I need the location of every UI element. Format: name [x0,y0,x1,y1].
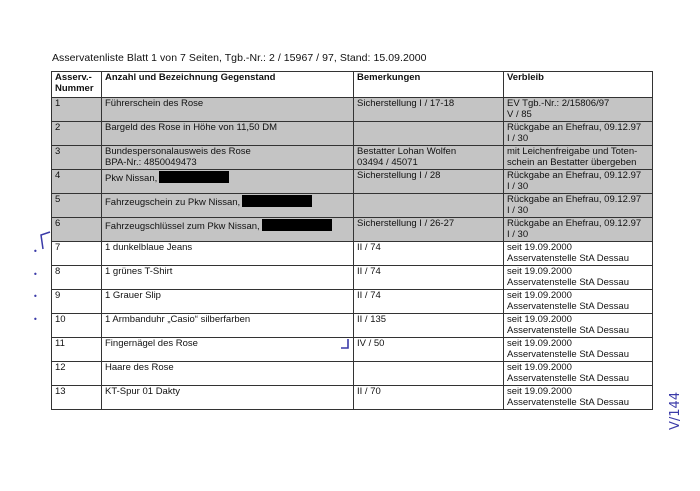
col-header-location: Verbleib [504,72,653,98]
cell-item [102,314,354,338]
table-row [52,266,653,290]
cell-text: Fahrzeugschein zu Pkw Nissan, [105,197,241,208]
cell-location [504,290,653,314]
cell-text: Rückgabe an Ehefrau, 09.12.97 [507,194,642,205]
table-row [52,314,653,338]
cell-text: Asservatenstelle StA Dessau [507,396,629,408]
cell-item [102,98,354,122]
cell-text: Haare des Rose [105,362,174,373]
cell-text: Asservatenstelle StA Dessau [507,324,629,336]
cell-text: seit 19.09.2000 [507,290,572,301]
table-row [52,170,653,194]
cell-location [504,362,653,386]
cell-remarks [354,386,504,410]
cell-text: Fingernägel des Rose [105,338,198,349]
cell-text: II / 74 [357,290,381,301]
cell-text: seit 19.09.2000 [507,386,572,397]
cell-location [504,122,653,146]
cell-number [52,146,102,170]
handwritten-margin-dot: • [33,270,38,279]
cell-text: 9 [55,290,61,301]
cell-text: Asservatenstelle StA Dessau [507,276,629,288]
cell-text: Fahrzeugschlüssel zum Pkw Nissan, [105,221,260,232]
cell-text: 10 [55,314,66,325]
cell-remarks [354,98,504,122]
cell-remarks [354,242,504,266]
handwritten-tick-mark [38,229,52,251]
cell-remarks [354,314,504,338]
cell-text: 7 [55,242,61,253]
cell-text: 1 Armbanduhr „Casio“ silberfarben [105,314,251,325]
cell-remarks [354,290,504,314]
cell-text: 1 grünes T-Shirt [105,266,173,277]
cell-number [52,242,102,266]
cell-text: KT-Spur 01 Dakty [105,386,180,397]
cell-text: 1 [55,98,61,109]
cell-text: II / 70 [357,386,381,397]
cell-text: V / 85 [507,108,532,120]
cell-location [504,98,653,122]
cell-text: 12 [55,362,66,373]
cell-text: 11 [55,338,65,349]
cell-text: Bundespersonalausweis des Rose [105,146,251,157]
cell-location [504,386,653,410]
cell-text: 4 [55,170,61,181]
cell-text: Sicherstellung I / 28 [357,170,441,181]
cell-number [52,386,102,410]
page-title: Asservatenliste Blatt 1 von 7 Seiten, Tgb.-Nr.: 2 / 15967 / 97, Stand: 15.09.2000 [52,52,427,64]
cell-location [504,314,653,338]
cell-number [52,170,102,194]
cell-remarks [354,146,504,170]
cell-remarks [354,122,504,146]
table-row [52,386,653,410]
cell-text: I / 30 [507,228,529,240]
cell-text: Sicherstellung I / 17-18 [357,98,455,109]
cell-text: II / 135 [357,314,387,325]
handwritten-page-note: V/144 [668,391,683,430]
cell-text: Sicherstellung I / 26-27 [357,218,455,229]
table-row [52,98,653,122]
col-header-item: Anzahl und Bezeichnung Gegenstand [102,72,354,98]
cell-text: IV / 50 [357,338,385,349]
col-header-number [52,72,102,98]
table-row [52,122,653,146]
table-row [52,146,653,170]
cell-location [504,170,653,194]
cell-number [52,338,102,362]
cell-text: seit 19.09.2000 [507,362,572,373]
cell-text: schein an Bestatter übergeben [507,156,637,168]
cell-text: BPA-Nr.: 4850049473 [105,156,197,168]
cell-remarks [354,266,504,290]
cell-text: 6 [55,218,61,229]
cell-text: I / 30 [507,132,529,144]
table-body [52,98,653,410]
cell-text: 3 [55,146,61,157]
cell-number [52,194,102,218]
table-row [52,242,653,266]
cell-text: Bestatter Lohan Wolfen [357,146,457,157]
cell-text: Rückgabe an Ehefrau, 09.12.97 [507,218,642,229]
cell-item [102,218,354,242]
cell-text: 13 [55,386,66,397]
cell-text: seit 19.09.2000 [507,242,572,253]
cell-remarks [354,170,504,194]
handwritten-margin-dot: • [33,315,38,324]
cell-text: Asservatenstelle StA Dessau [507,372,629,384]
cell-text: Asservatenstelle StA Dessau [507,300,629,312]
cell-text: II / 74 [357,266,381,277]
cell-text: Bargeld des Rose in Höhe von 11,50 DM [105,122,277,133]
cell-item [102,290,354,314]
cell-location [504,146,653,170]
cell-location [504,242,653,266]
redaction-bar [242,195,312,207]
cell-text: 8 [55,266,61,277]
cell-text: Asservatenstelle StA Dessau [507,252,629,264]
cell-remarks [354,218,504,242]
handwritten-margin-dot: • [33,292,38,301]
cell-text: seit 19.09.2000 [507,266,572,277]
cell-location [504,194,653,218]
cell-location [504,338,653,362]
cell-text: Asservatenstelle StA Dessau [507,348,629,360]
cell-text: I / 30 [507,180,529,192]
cell-text: 1 dunkelblaue Jeans [105,242,193,253]
table-row [52,194,653,218]
handwritten-check-mark [338,336,354,352]
cell-text: seit 19.09.2000 [507,338,572,349]
handwritten-margin-dot: • [33,247,38,256]
evidence-table [51,71,653,410]
cell-text: 1 Grauer Slip [105,290,161,301]
col-header-number-line-1: Asserv.- [55,72,92,83]
cell-text: II / 74 [357,242,381,253]
cell-text: Führerschein des Rose [105,98,204,109]
cell-text: I / 30 [507,204,529,216]
cell-item [102,386,354,410]
table-header-row [52,72,653,98]
cell-location [504,218,653,242]
cell-item [102,122,354,146]
cell-text: 5 [55,194,61,205]
cell-item [102,194,354,218]
cell-item [102,362,354,386]
cell-location [504,266,653,290]
cell-number [52,122,102,146]
cell-text: EV Tgb.-Nr.: 2/15806/97 [507,98,610,109]
cell-text: 2 [55,122,61,133]
cell-item [102,242,354,266]
cell-remarks [354,194,504,218]
redaction-bar [159,171,229,183]
cell-remarks [354,362,504,386]
cell-number [52,266,102,290]
col-header-remarks: Bemerkungen [354,72,504,98]
cell-text: 03494 / 45071 [357,156,418,168]
table-row [52,218,653,242]
cell-number [52,218,102,242]
cell-item [102,338,354,362]
cell-item [102,146,354,170]
table-row [52,290,653,314]
cell-text: Rückgabe an Ehefrau, 09.12.97 [507,122,642,133]
cell-number [52,362,102,386]
cell-number [52,314,102,338]
redaction-bar [262,219,332,231]
cell-item [102,170,354,194]
cell-text: Rückgabe an Ehefrau, 09.12.97 [507,170,642,181]
cell-text: Pkw Nissan, [105,173,158,184]
cell-number [52,98,102,122]
col-header-number-line-2: Nummer [55,82,94,94]
cell-remarks [354,338,504,362]
cell-item [102,266,354,290]
cell-text: mit Leichenfreigabe und Toten- [507,146,638,157]
cell-number [52,290,102,314]
cell-text: seit 19.09.2000 [507,314,572,325]
table-row [52,362,653,386]
